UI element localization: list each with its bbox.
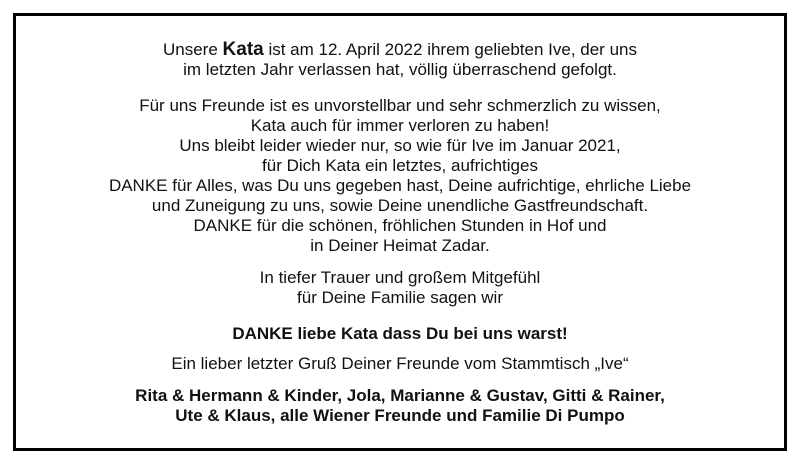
message-line: DANKE für die schönen, fröhlichen Stunden in Hof und [193, 216, 607, 235]
message-line: Für uns Freunde ist es unvorstellbar und sehr schmerzlich zu wissen, [139, 96, 661, 115]
signature-block [16, 386, 784, 426]
message-line: DANKE für Alles, was Du uns gegeben hast, Deine aufrichtige, ehrliche Liebe [108, 176, 692, 195]
intro-prefix: Unsere [163, 40, 223, 59]
message-line: und Zuneigung zu uns, sowie Deine unendliche Gastfreundschaft. [151, 196, 649, 215]
message-line: Uns bleibt leider wieder nur, so wie für Ive im Januar 2021, [179, 136, 621, 155]
signature-line: Ute & Klaus, alle Wiener Freunde und Familie Di Pumpo [175, 406, 625, 425]
condolence-block [16, 268, 784, 308]
greeting-line: Ein lieber letzter Gruß Deiner Freunde vom Stammtisch „Ive“ [171, 354, 629, 373]
intro-block [16, 40, 784, 80]
signature-line: Rita & Hermann & Kinder, Jola, Marianne & Gustav, Gitti & Rainer, [135, 386, 665, 405]
thanks-block [16, 324, 784, 374]
deceased-name: Kata [222, 39, 264, 60]
intro-line-1 [16, 40, 784, 60]
intro-suffix: ist am 12. April 2022 ihrem geliebten Ive, der uns [263, 40, 637, 59]
condolence-line: In tiefer Trauer und großem Mitgefühl [259, 268, 541, 287]
notice-frame [13, 13, 787, 451]
message-block [16, 96, 784, 256]
thanks-line: DANKE liebe Kata dass Du bei uns warst! [232, 324, 568, 343]
message-line: für Dich Kata ein letztes, aufrichtiges [262, 156, 538, 175]
condolence-line: für Deine Familie sagen wir [297, 288, 503, 307]
message-line: Kata auch für immer verloren zu haben! [250, 116, 550, 135]
message-line: in Deiner Heimat Zadar. [310, 236, 490, 255]
notice-content [16, 40, 784, 426]
intro-line-2: im letzten Jahr verlassen hat, völlig überraschend gefolgt. [183, 60, 617, 79]
